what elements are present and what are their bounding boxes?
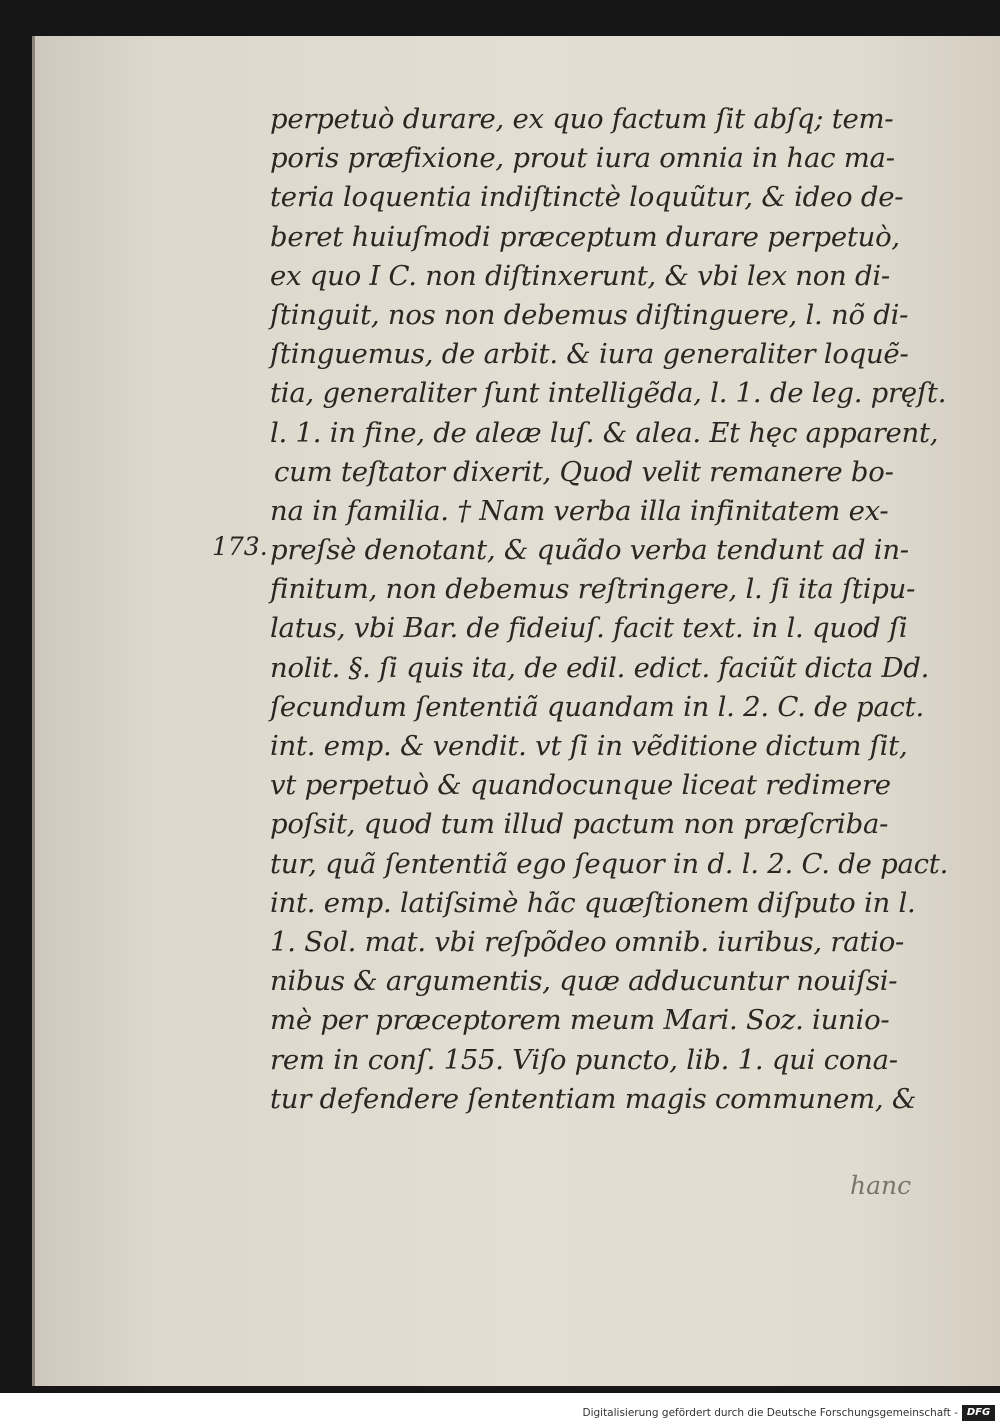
text-line: cum teſtator dixerit, Quod velit remanere bo- [274,455,894,488]
text-line: na in familia. † Nam verba illa infinitatem ex- [270,494,889,527]
text-line: finitum, non debemus reſtringere, l. ſi ita ſtipu- [270,573,916,606]
text-line: preſsè denotant, & quãdo verba tendunt ad in- [270,534,909,567]
text-line: 1. Sol. mat. vbi reſpõdeo omnib. iuribus, ratio- [270,925,905,958]
text-line: vt perpetuò & quandocunque liceat redimere [270,769,891,802]
text-line: ſecundum ſententiã quandam in l. 2. C. de pact. [270,690,924,723]
text-line: mè per præceptorem meum Mari. Soz. iunio- [270,1004,890,1037]
text-line: int. emp. latiſsimè hãc quæſtionem diſputo in l. [270,886,916,919]
text-line: ex quo I C. non diſtinxerunt, & vbi lex non di- [270,259,890,292]
text-line: tur, quã ſententiã ego ſequor in d. l. 2. C. de pact. [270,847,949,880]
text-line: l. 1. in fine, de aleæ luſ. & alea. Et hęc apparent, [270,416,939,449]
text-line: ſtinguemus, de arbit. & iura generaliter loquẽ- [270,338,909,371]
text-line: tur defendere ſententiam magis communem, & [270,1082,917,1115]
catchword: hanc [850,1171,912,1200]
text-block [270,100,970,1119]
text-line: poſsit, quod tum illud pactum non præſcriba- [270,808,889,841]
text-line: perpetuò durare, ex quo factum ſit abſq; tem- [270,103,894,135]
text-line: int. emp. & vendit. vt ſi in vẽditione dictum ſit, [270,730,908,762]
dfg-logo-icon: DFG [962,1405,995,1421]
text-line: poris præfixione, prout iura omnia in hac ma- [270,142,895,175]
text-line: tia, generaliter ſunt intelligẽda, l. 1. de leg. pręſt. [270,377,947,410]
text-line: ſtinguit, nos non debemus diſtinguere, l. nõ di- [270,298,909,331]
text-line: latus, vbi Bar. de fideiuſ. facit text. in l. quod ſi [270,612,908,645]
marginal-number: 173. [212,532,268,561]
text-line: nolit. §. ſi quis ita, de edil. edict. faciũt dicta Dd. [270,651,930,684]
footer-credit: Digitalisierung gefördert durch die Deutsche Forschungsgemeinschaft - [582,1407,958,1419]
text-line: nibus & argumentis, quæ adducuntur nouiſsi- [270,965,898,998]
text-line: rem in conſ. 155. Viſo puncto, lib. 1. qui cona- [270,1043,898,1076]
text-line: teria loquentia indiſtinctè loquũtur, & ideo de- [270,181,904,214]
text-line: beret huiuſmodi præceptum durare perpetuò, [270,220,900,253]
